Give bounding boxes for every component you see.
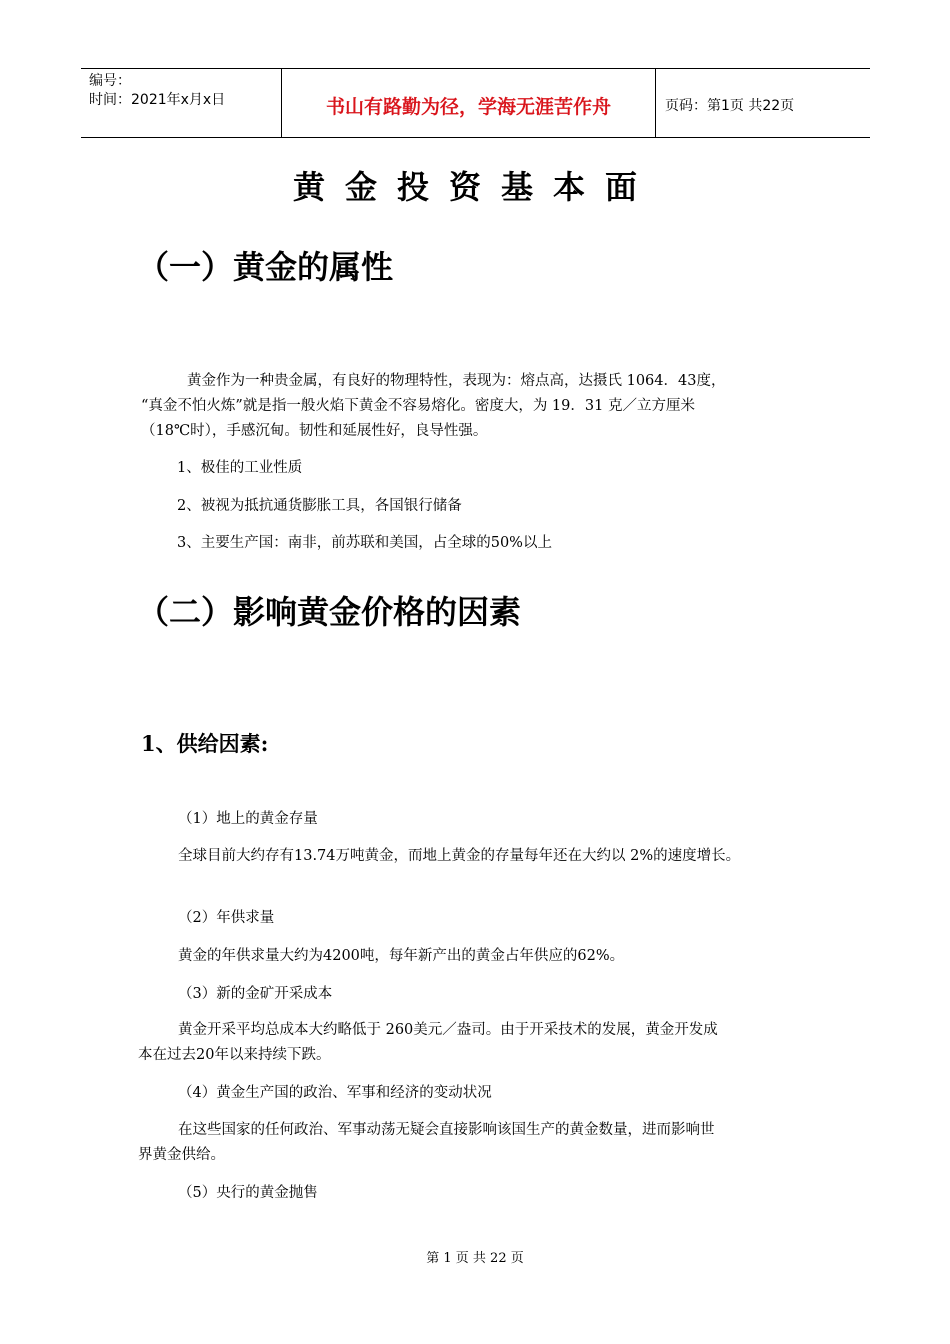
factor3-title: （3）新的金矿开采成本 bbox=[178, 986, 333, 1002]
factor4-title: （4）黄金生产国的政治、军事和经济的变动状况 bbox=[178, 1085, 492, 1101]
section1-heading: （一）黄金的属性 bbox=[137, 248, 394, 286]
subsection-heading: 1、供给因素: bbox=[141, 731, 269, 756]
section1-intro-line1: 黄金作为一种贵金属，有良好的物理特性，表现为：熔点高，达摄氏 1064．43度， bbox=[187, 373, 726, 389]
date-label: 时间：2021年x月x日 bbox=[89, 92, 226, 108]
section1-intro-line3: （18℃时），手感沉甸。韧性和延展性好，良导性强。 bbox=[141, 423, 488, 439]
factor2-text: 黄金的年供求量大约为4200吨，每年新产出的黄金占年供应的62%。 bbox=[178, 948, 625, 964]
header-page-info: 页码：第1页 共22页 bbox=[665, 98, 795, 114]
document-title: 黄金投资基本面 bbox=[292, 168, 657, 206]
factor1-text: 全球目前大约存有13.74万吨黄金，而地上黄金的存量每年还在大约以 2%的速度增长。 bbox=[178, 848, 741, 864]
serial-label: 编号： bbox=[89, 73, 131, 89]
factor2-title: （2）年供求量 bbox=[178, 910, 275, 926]
section2-heading: （二）影响黄金价格的因素 bbox=[137, 593, 522, 631]
factor4-text-line1: 在这些国家的任何政治、军事动荡无疑会直接影响该国生产的黄金数量，进而影响世 bbox=[178, 1122, 715, 1138]
header-meta bbox=[81, 69, 282, 137]
factor3-text-line2: 本在过去20年以来持续下跌。 bbox=[138, 1047, 331, 1063]
section1-intro-line2: “真金不怕火炼”就是指一般火焰下黄金不容易熔化。密度大，为 19．31 克／立方厘米 bbox=[141, 398, 695, 414]
page-header bbox=[81, 68, 870, 138]
factor1-title: （1）地上的黄金存量 bbox=[178, 811, 318, 827]
factor5-title: （5）央行的黄金抛售 bbox=[178, 1185, 318, 1201]
section1-item: 1、极佳的工业性质 bbox=[177, 460, 303, 476]
factor4-text-line2: 界黄金供给。 bbox=[138, 1147, 225, 1163]
page-footer: 第 1 页 共 22 页 bbox=[426, 1251, 524, 1266]
section1-item: 3、主要生产国：南非，前苏联和美国，占全球的50%以上 bbox=[177, 535, 552, 551]
section1-item: 2、被视为抵抗通货膨胀工具，各国银行储备 bbox=[177, 498, 462, 514]
factor3-text-line1: 黄金开采平均总成本大约略低于 260美元／盎司。由于开采技术的发展，黄金开发成 bbox=[178, 1022, 718, 1038]
header-motto: 书山有路勤为径，学海无涯苦作舟 bbox=[282, 69, 656, 137]
